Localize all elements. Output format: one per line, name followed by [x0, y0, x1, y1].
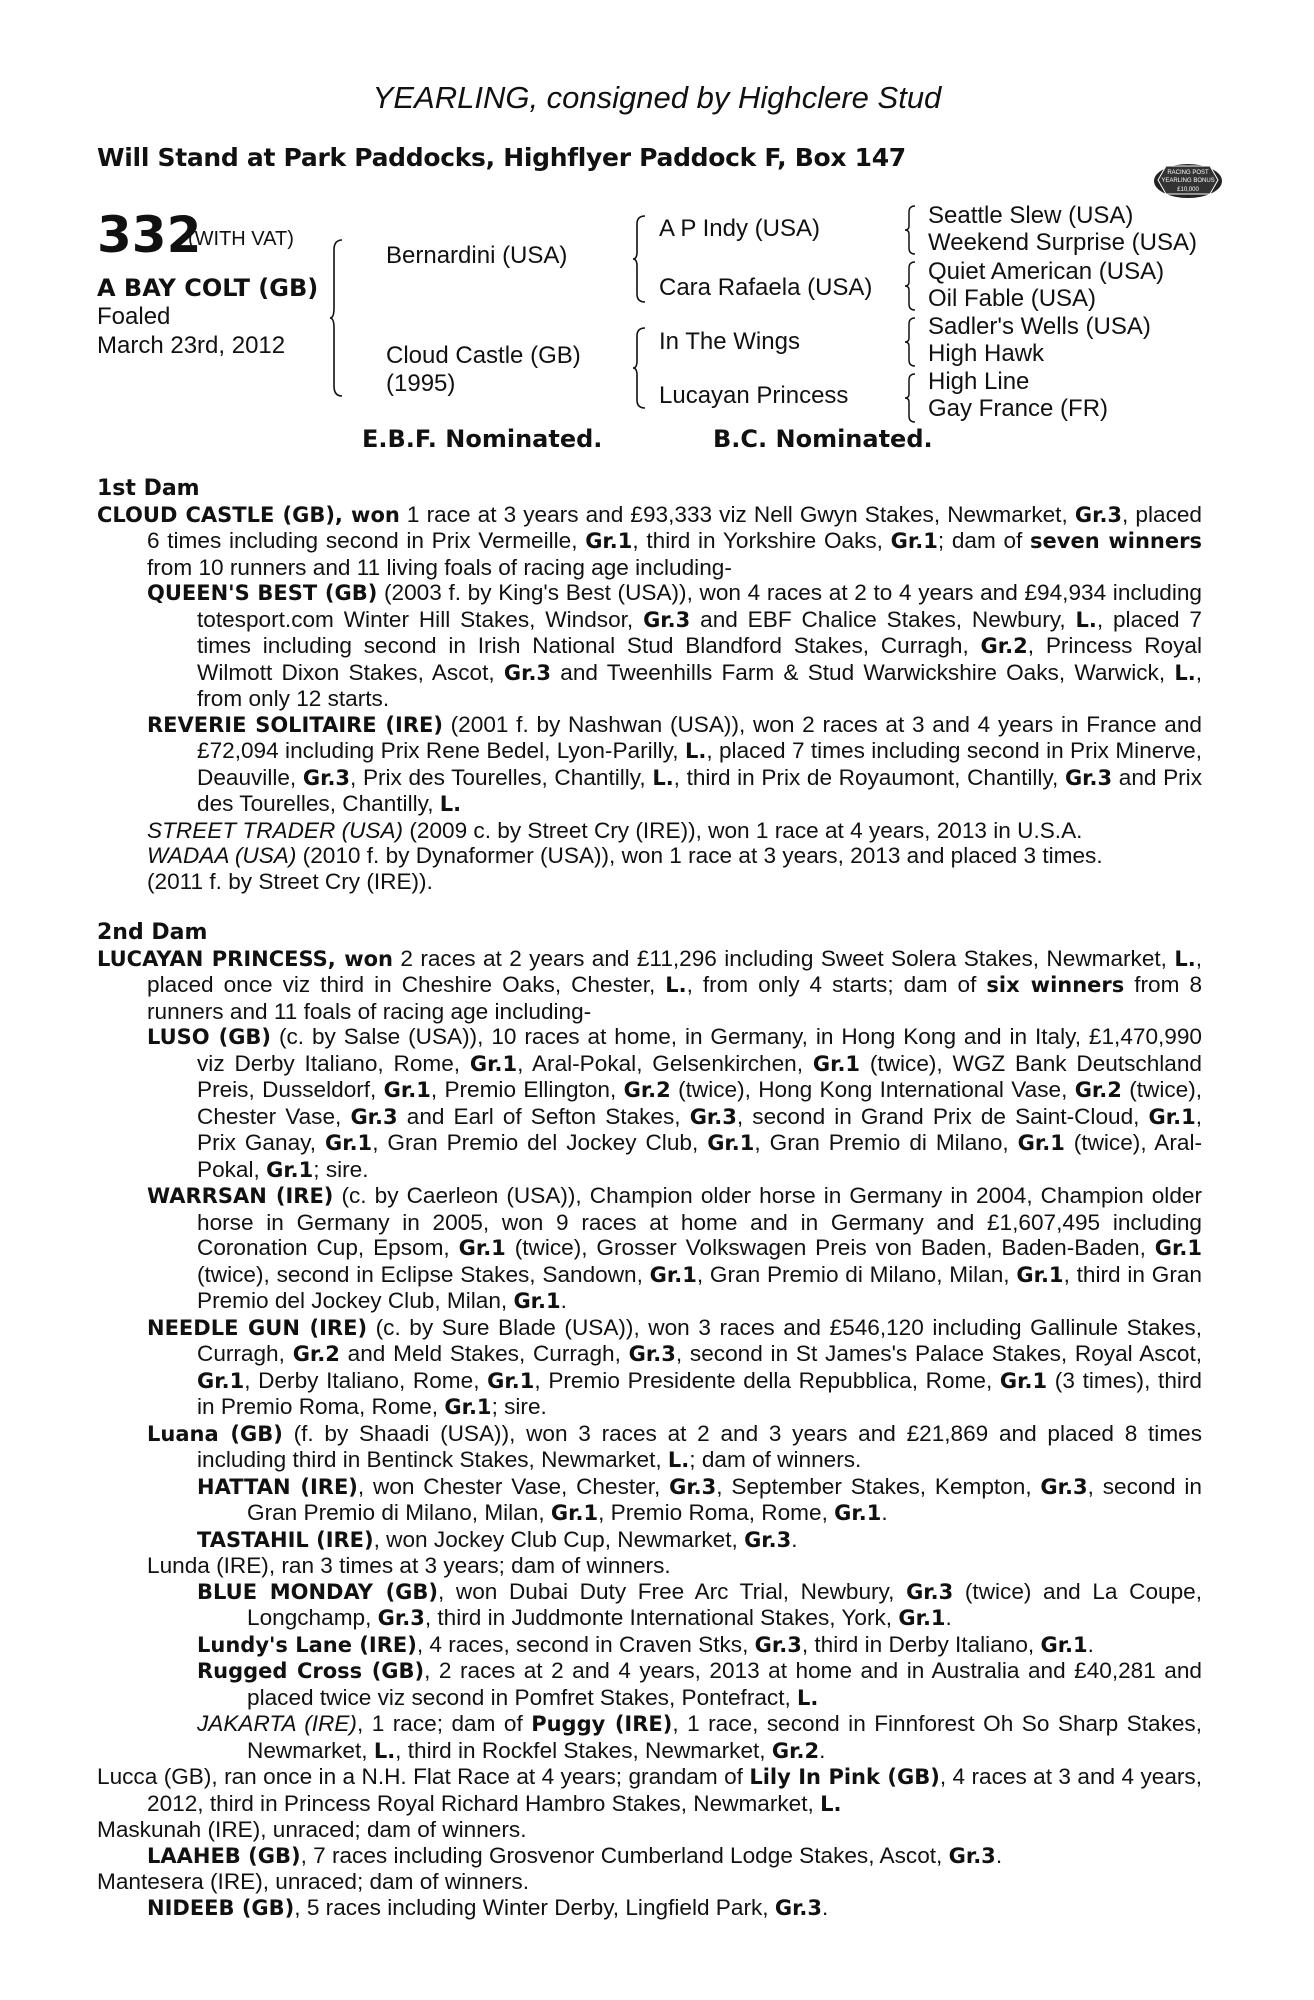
text-run: ; sire. — [491, 1394, 547, 1419]
bold-run: six winners — [986, 973, 1125, 997]
text-run: . — [995, 1842, 1003, 1868]
text-run: , third in Gran Premio del Jockey Club, Milan, — [197, 1261, 1202, 1313]
pedigree-sss: Seattle Slew (USA) — [928, 202, 1134, 229]
bold-run: Gr.2 — [771, 1738, 820, 1763]
text-run: Lunda (IRE), ran 3 times at 3 years; dam of winners. — [147, 1553, 671, 1578]
bold-run: Gr.3 — [948, 1843, 996, 1868]
text-run: , third in Rockfel Stakes, Newmarket, — [395, 1737, 772, 1763]
race-record-paragraph — [97, 1024, 1202, 1183]
text-run: , 4 races at 3 and 4 years, 2012, third in Princess Royal Richard Hambro Stakes, Newmarket, — [147, 1764, 1202, 1816]
text-run: , third in Yorkshire Oaks, — [632, 528, 891, 553]
pedigree-ddd: Gay France (FR) — [928, 395, 1109, 422]
text-run: . — [881, 1500, 888, 1525]
race-record-paragraph — [97, 946, 1202, 1025]
text-run: , Gran Premio di Milano, Milan, — [696, 1261, 1017, 1287]
race-record-paragraph — [97, 1527, 1202, 1554]
race-record-paragraph — [97, 712, 1202, 818]
text-run: and Prix des Tourelles, Chantilly, — [197, 764, 1202, 816]
bold-run: Gr.2 — [623, 1078, 671, 1102]
race-record-paragraph — [97, 502, 1202, 581]
bold-run: Gr.3 — [669, 1474, 717, 1499]
pedigree-ssd: Weekend Surprise (USA) — [928, 229, 1197, 256]
badge-mid-text: YEARLING BONUS — [1161, 178, 1215, 184]
text-run: , 2 races at 2 and 4 years, 2013 at home and in Australia and £40,281 and placed twice viz second in Pomfret Stakes, Pontefract, — [247, 1658, 1202, 1710]
pedigree-brace-gen1 — [330, 238, 344, 398]
text-run: , Gran Premio del Jockey Club, — [372, 1130, 708, 1155]
bold-run: L. — [684, 739, 707, 763]
text-run: , Princess Royal Wilmott Dixon Stakes, Ascot, — [197, 633, 1203, 685]
bold-run: CLOUD CASTLE (GB), won — [97, 502, 400, 527]
bold-run: L. — [1174, 946, 1196, 971]
bold-run: Gr.1 — [649, 1262, 697, 1287]
text-run: , September Stakes, Kempton, — [716, 1473, 1041, 1499]
bold-run: Gr.1 — [469, 1051, 518, 1076]
race-record-paragraph — [97, 1895, 1202, 1922]
race-record-paragraph — [97, 1315, 1202, 1421]
text-run: (2011 f. by Street Cry (IRE)). — [147, 868, 433, 894]
text-run: , placed 7 times including second in Irish National Stud Blandford Stakes, Curragh, — [197, 606, 1202, 658]
page-title: YEARLING, consigned by Highclere Stud — [372, 80, 942, 115]
text-run: (f. by Shaadi (USA)), won 3 races at 2 and 3 years and £21,869 and placed 8 times including third in Bentinck Stakes, Newmarket, — [197, 1420, 1203, 1472]
text-run: (twice), Chester Vase, — [197, 1077, 1203, 1129]
text-run: . — [819, 1737, 826, 1763]
text-run: (c. by Salse (USA)), 10 races at home, in Germany, in Hong Kong and in Italy, £1,470,990 viz Derby Italiano, Rome, — [197, 1024, 1203, 1076]
bold-run: L. — [439, 792, 462, 816]
bold-run: Gr.1 — [707, 1131, 755, 1155]
bold-run: Gr.1 — [585, 529, 633, 553]
bold-run: Gr.3 — [302, 765, 351, 790]
text-run: , won Jockey Club Cup, Newmarket, — [373, 1526, 745, 1552]
text-run: , won Dubai Duty Free Arc Trial, Newbury, — [438, 1578, 907, 1604]
bold-run: Gr.3 — [628, 1342, 676, 1366]
bold-run: Gr.1 — [1154, 1236, 1202, 1260]
bold-run: WARRSAN (IRE) — [147, 1184, 334, 1208]
bold-run: Gr.1 — [513, 1289, 561, 1313]
pedigree-brace-ss — [905, 204, 917, 256]
pedigree-dam-dam: Lucayan Princess — [659, 382, 849, 409]
bold-run: L. — [797, 1685, 819, 1710]
text-run: (twice), Hong Kong International Vase, — [670, 1077, 1075, 1102]
text-run: , won Chester Vase, Chester, — [357, 1473, 670, 1499]
race-record-paragraph — [97, 1843, 1202, 1870]
bold-run: Gr.1 — [999, 1368, 1048, 1393]
pedigree-sdd: Oil Fable (USA) — [928, 285, 1097, 312]
bold-run: Gr.1 — [487, 1368, 535, 1393]
text-run: , Premio Presidente della Repubblica, Rome, — [534, 1367, 1000, 1393]
bold-run: Gr.3 — [350, 1104, 398, 1129]
bold-run: Gr.3 — [643, 607, 691, 632]
bold-run: Gr.1 — [550, 1501, 599, 1525]
text-run: , 5 races including Winter Derby, Lingfield Park, — [294, 1894, 775, 1920]
bold-run: LUSO (GB) — [147, 1025, 272, 1049]
race-record-paragraph — [97, 1658, 1202, 1711]
bold-run: L. — [665, 973, 687, 997]
bold-run: L. — [1075, 607, 1097, 632]
bc-nominated: B.C. Nominated. — [713, 425, 933, 453]
text-run: (twice), WGZ Bank Deutschland Preis, Dusseldorf, — [197, 1050, 1202, 1102]
text-run: , placed 7 times including second in Prix Minerve, Deauville, — [197, 738, 1202, 790]
pedigree-brace-ds — [905, 316, 917, 368]
bold-run: seven winners — [1030, 529, 1202, 553]
text-run: . — [945, 1605, 952, 1630]
bold-run: QUEEN'S BEST (GB) — [147, 581, 378, 605]
pedigree-dds: High Line — [928, 368, 1030, 395]
bold-run: BLUE MONDAY (GB) — [197, 1579, 439, 1604]
bold-run: Gr.3 — [1040, 1474, 1088, 1499]
catalogue-body — [97, 476, 1202, 1921]
bold-run: TASTAHIL (IRE) — [197, 1527, 374, 1552]
bold-run: Rugged Cross (GB) — [197, 1659, 425, 1683]
text-run: and Earl of Sefton Stakes, — [397, 1103, 690, 1129]
text-run: Mantesera (IRE), unraced; dam of winners. — [97, 1869, 529, 1894]
bold-run: Lily In Pink (GB) — [749, 1765, 940, 1789]
text-run: ; dam of — [937, 528, 1031, 553]
text-run: Maskunah (IRE), unraced; dam of winners. — [97, 1817, 527, 1842]
horse-description: A BAY COLT (GB) — [97, 274, 319, 302]
bold-run: Gr.3 — [377, 1606, 425, 1630]
bold-run: Gr.2 — [1074, 1078, 1122, 1102]
vat-note: (WITH VAT) — [188, 228, 294, 250]
text-run: . — [1087, 1631, 1094, 1657]
bold-run: L. — [652, 765, 674, 790]
pedigree-brace-sd — [905, 260, 917, 312]
bold-run: Gr.3 — [503, 660, 552, 685]
text-run: , Premio Roma, Rome, — [598, 1500, 835, 1525]
bold-run: REVERIE SOLITAIRE (IRE) — [147, 712, 443, 737]
text-run: , 1 race, second in Finnforest Oh So Sharp Stakes, Newmarket, — [247, 1711, 1203, 1763]
bold-run: Gr.1 — [266, 1157, 314, 1182]
bold-run: Gr.3 — [774, 1895, 823, 1920]
text-run: , 1 race; dam of — [356, 1711, 532, 1736]
race-record-paragraph — [97, 1474, 1202, 1527]
text-run: (2010 f. by Dynaformer (USA)), won 1 race at 3 years, 2013 and placed 3 times. — [296, 843, 1103, 868]
race-record-paragraph — [97, 1711, 1202, 1764]
pedigree-brace-dam — [633, 326, 647, 410]
text-run: , Derby Italiano, Rome, — [244, 1367, 488, 1393]
bold-run: Lundy's Lane (IRE) — [197, 1632, 417, 1657]
ebf-nominated: E.B.F. Nominated. — [362, 425, 603, 453]
pedigree-sire-dam: Cara Rafaela (USA) — [659, 274, 873, 301]
text-run: (c. by Caerleon (USA)), Champion older horse in Germany in 2004, Champion older horse in Germany in 2005, won 9 races at home and in Germany and £1,607,495 including Coronation Cup, Epsom, — [197, 1183, 1202, 1260]
badge-amount-text: £10,000 — [1177, 187, 1199, 193]
text-run: and Tweenhills Farm & Stud Warwickshire Oaks, Warwick, — [551, 659, 1175, 685]
race-record-paragraph — [97, 1764, 1202, 1817]
text-run: 2 races at 2 years and £11,296 including Sweet Solera Stakes, Newmarket, — [392, 945, 1175, 971]
text-run: and Meld Stakes, Curragh, — [339, 1341, 629, 1366]
text-run: (twice) and La Coupe, Longchamp, — [247, 1578, 1202, 1630]
text-run: , from only 12 starts. — [197, 659, 1202, 711]
italic-run: STREET TRADER (USA) — [147, 817, 404, 843]
text-run: , 4 races, second in Craven Stks, — [416, 1631, 755, 1657]
text-run: , Aral-Pokal, Gelsenkirchen, — [517, 1050, 813, 1076]
race-record-paragraph — [97, 580, 1202, 712]
race-record-paragraph — [97, 1817, 1202, 1843]
pedigree-brace-sire — [633, 214, 647, 304]
bold-run: Gr.1 — [458, 1236, 506, 1260]
bold-run: NEEDLE GUN (IRE) — [147, 1315, 368, 1340]
bold-run: Gr.1 — [1040, 1632, 1088, 1657]
text-run: (twice), Aral-Pokal, — [197, 1130, 1203, 1182]
text-run: , Prix des Tourelles, Chantilly, — [350, 764, 653, 790]
text-run: (c. by Sure Blade (USA)), won 3 races and £546,120 including Gallinule Stakes, Curragh, — [197, 1314, 1202, 1366]
text-run: and EBF Chalice Stakes, Newbury, — [690, 606, 1076, 632]
bold-run: Gr.3 — [1064, 765, 1113, 790]
bold-run: Gr.1 — [1148, 1104, 1196, 1129]
text-run: , Prix Ganay, — [197, 1103, 1203, 1155]
bold-run: L. — [667, 1448, 690, 1472]
bold-run: Luana (GB) — [147, 1421, 283, 1446]
text-run: ; sire. — [313, 1156, 369, 1182]
text-run: (twice), second in Eclipse Stakes, Sandown, — [197, 1261, 650, 1287]
pedigree-dam: Cloud Castle (GB) — [386, 342, 581, 369]
pedigree-sire-sire: A P Indy (USA) — [659, 215, 820, 242]
text-run: (2009 c. by Street Cry (IRE)), won 1 race at 4 years, 2013 in U.S.A. — [403, 817, 1083, 843]
bold-run: Gr.1 — [898, 1606, 946, 1630]
bold-run: Gr.3 — [689, 1104, 737, 1129]
bold-run: Gr.3 — [744, 1527, 792, 1552]
race-record-paragraph — [97, 1869, 1202, 1895]
pedigree-brace-dd — [905, 372, 917, 424]
section-heading: 2nd Dam — [97, 920, 208, 945]
foaled-label: Foaled — [97, 303, 171, 330]
section-heading: 1st Dam — [97, 476, 200, 501]
bold-run: Gr.1 — [444, 1395, 492, 1419]
bold-run: Gr.3 — [754, 1632, 802, 1657]
text-run: (2001 f. by Nashwan (USA)), won 2 races at 3 and 4 years in France and £72,094 including Prix Rene Bedel, Lyon-Parilly, — [197, 711, 1202, 763]
text-run: , placed once viz third in Cheshire Oaks, Chester, — [147, 945, 1202, 997]
text-run: (2003 f. by King's Best (USA)), won 4 races at 2 to 4 years and £94,934 including totesport.com Winter Hill Stakes, Windsor, — [197, 580, 1202, 632]
text-run: . — [560, 1288, 567, 1313]
bold-run: LUCAYAN PRINCESS, won — [97, 946, 393, 971]
bold-run: Gr.3 — [906, 1579, 954, 1604]
section-gap — [97, 894, 1202, 920]
text-run: , third in Juddmonte International Stakes, York, — [424, 1605, 899, 1630]
text-run: , third in Prix de Royaumont, Chantilly, — [673, 764, 1065, 790]
text-run: from 8 runners and 11 foals of racing age including- — [147, 972, 1203, 1024]
bold-run: Gr.1 — [812, 1051, 861, 1076]
bold-run: Gr.2 — [292, 1342, 340, 1366]
pedigree-sds: Quiet American (USA) — [928, 258, 1165, 285]
text-run: ; dam of winners. — [689, 1447, 862, 1472]
race-record-paragraph — [97, 1183, 1202, 1315]
race-record-paragraph — [97, 869, 1202, 895]
italic-run: JAKARTA (IRE) — [197, 1711, 357, 1736]
text-run: , third in Derby Italiano, — [801, 1631, 1041, 1657]
text-run: . — [791, 1526, 798, 1552]
bold-run: Gr.3 — [1074, 502, 1123, 527]
text-run: from 10 runners and 11 living foals of racing age including- — [147, 554, 732, 580]
text-run: (twice), Grosser Volkswagen Preis von Baden, Baden-Baden, — [505, 1235, 1155, 1260]
pedigree-dsd: High Hawk — [928, 340, 1045, 367]
race-record-paragraph — [97, 843, 1202, 869]
bold-run: LAAHEB (GB) — [147, 1843, 301, 1868]
bold-run: L. — [1174, 660, 1196, 685]
italic-run: WADAA (USA) — [147, 843, 297, 868]
race-record-paragraph — [97, 1632, 1202, 1659]
lot-number: 332 — [97, 206, 202, 264]
bold-run: L. — [820, 1791, 842, 1816]
text-run: , from only 4 starts; dam of — [686, 972, 987, 997]
text-run: , 7 races including Grosvenor Cumberland Lodge Stakes, Ascot, — [300, 1842, 949, 1868]
text-run: . — [822, 1894, 829, 1920]
badge-top-text: RACING POST — [1167, 170, 1209, 176]
bold-run: HATTAN (IRE) — [197, 1474, 358, 1499]
text-run: 1 race at 3 years and £93,333 viz Nell Gwyn Stakes, Newmarket, — [399, 501, 1075, 527]
pedigree-dss: Sadler's Wells (USA) — [928, 313, 1151, 340]
bold-run: Gr.1 — [197, 1368, 245, 1393]
bold-run: Gr.1 — [1017, 1131, 1065, 1155]
race-record-paragraph — [97, 1579, 1202, 1632]
stand-location: Will Stand at Park Paddocks, Highflyer Paddock F, Box 147 — [97, 143, 906, 172]
text-run: , Gran Premio di Milano, — [754, 1130, 1018, 1155]
race-record-paragraph — [97, 1553, 1202, 1579]
bold-run: Gr.1 — [890, 529, 938, 553]
race-record-paragraph — [97, 1421, 1202, 1474]
pedigree-sire: Bernardini (USA) — [386, 242, 568, 269]
bold-run: Gr.1 — [324, 1131, 373, 1155]
bold-run: Gr.2 — [980, 634, 1028, 658]
bold-run: NIDEEB (GB) — [147, 1895, 295, 1920]
bold-run: L. — [373, 1738, 396, 1763]
bold-run: Gr.1 — [834, 1501, 882, 1525]
text-run: , Premio Ellington, — [430, 1077, 624, 1102]
foaled-info — [97, 302, 285, 360]
bold-run: Puggy (IRE) — [531, 1712, 673, 1736]
pedigree-dam-year: (1995) — [386, 370, 456, 397]
race-record-paragraph — [97, 818, 1202, 844]
bold-run: Gr.1 — [1016, 1262, 1064, 1287]
text-run: Lucca (GB), ran once in a N.H. Flat Race at 4 years; grandam of — [97, 1764, 750, 1789]
text-run: , placed 6 times including second in Prix Vermeille, — [147, 501, 1203, 553]
text-run: , second in St James's Palace Stakes, Royal Ascot, — [675, 1341, 1202, 1366]
pedigree-dam-sire: In The Wings — [659, 328, 800, 355]
text-run: , second in Grand Prix de Saint-Cloud, — [736, 1103, 1149, 1129]
yearling-bonus-badge-icon — [1152, 158, 1224, 204]
bold-run: Gr.1 — [383, 1078, 431, 1102]
text-run: , second in Gran Premio di Milano, Milan, — [247, 1473, 1202, 1525]
text-run: (3 times), third in Premio Roma, Rome, — [197, 1367, 1202, 1419]
foaled-date: March 23rd, 2012 — [97, 332, 286, 359]
